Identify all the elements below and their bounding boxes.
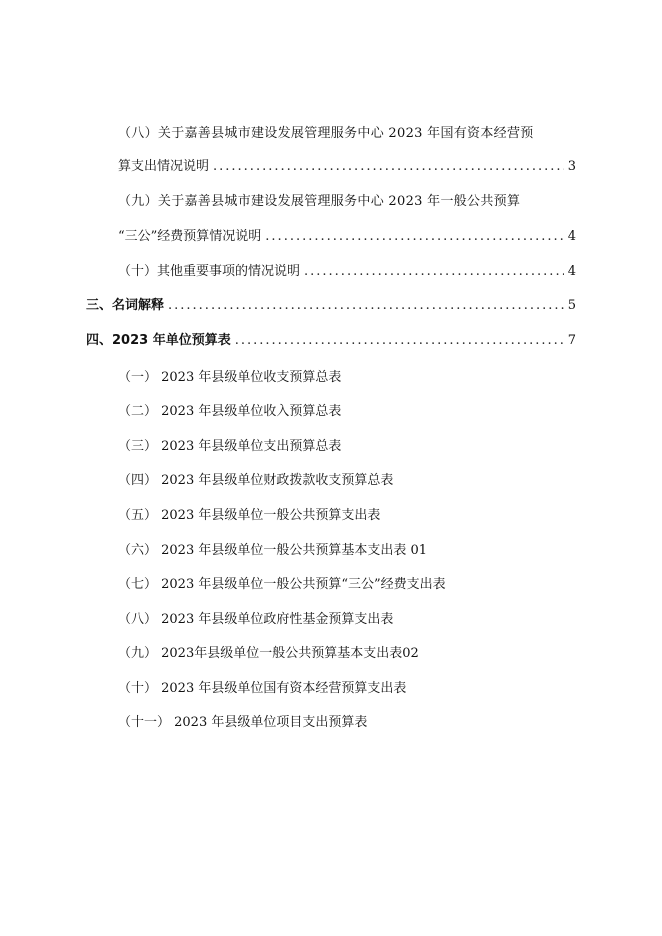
toc-table-4[interactable]: （四） 2023 年县级单位财政拨款收支预算总表 [118,473,394,488]
toc-item-8-line2[interactable] [118,158,576,176]
toc-item-10-text: （十）其他重要事项的情况说明 [118,264,301,279]
toc-item-8-text: 算支出情况说明 [118,159,210,174]
toc-table-10[interactable]: （十） 2023 年县级单位国有资本经营预算支出表 [118,681,407,696]
toc-table-7[interactable]: （七） 2023 年县级单位一般公共预算“三公”经费支出表 [118,577,446,592]
toc-item-9-text: “三公”经费预算情况说明 [118,229,262,244]
toc-table-8[interactable]: （八） 2023 年县级单位政府性基金预算支出表 [118,612,394,627]
toc-leader-dots [304,263,564,281]
toc-section-4-text: 四、2023 年单位预算表 [86,333,231,348]
toc-page-number: 5 [567,298,576,313]
toc-leader-dots [265,228,563,246]
toc-item-10[interactable] [118,263,576,281]
toc-table-3[interactable]: （三） 2023 年县级单位支出预算总表 [118,439,342,454]
toc-section-4[interactable] [86,332,576,350]
toc-table-6[interactable]: （六） 2023 年县级单位一般公共预算基本支出表 01 [118,543,428,558]
toc-leader-dots [235,332,564,350]
toc-leader-dots [213,158,564,176]
toc-page-number: 4 [567,264,576,279]
toc-table-5[interactable]: （五） 2023 年县级单位一般公共预算支出表 [118,508,381,523]
toc-page-number: 4 [567,229,576,244]
toc-section-3[interactable] [86,297,576,315]
toc-table-1[interactable]: （一） 2023 年县级单位收支预算总表 [118,370,342,385]
toc-table-11[interactable]: （十一） 2023 年县级单位项目支出预算表 [118,715,368,730]
toc-leader-dots [168,297,564,315]
toc-section-3-text: 三、名词解释 [86,298,165,313]
toc-table-9[interactable]: （九） 2023年县级单位一般公共预算基本支出表02 [118,646,419,661]
toc-table-2[interactable]: （二） 2023 年县级单位收入预算总表 [118,404,342,419]
toc-page-number: 3 [567,159,576,174]
toc-item-9-line2[interactable] [118,228,576,246]
toc-page-number: 7 [567,333,576,348]
toc-item-8-line1[interactable]: （八）关于嘉善县城市建设发展管理服务中心 2023 年国有资本经营预 [118,126,534,141]
toc-item-9-line1[interactable]: （九）关于嘉善县城市建设发展管理服务中心 2023 年一般公共预算 [118,194,521,209]
